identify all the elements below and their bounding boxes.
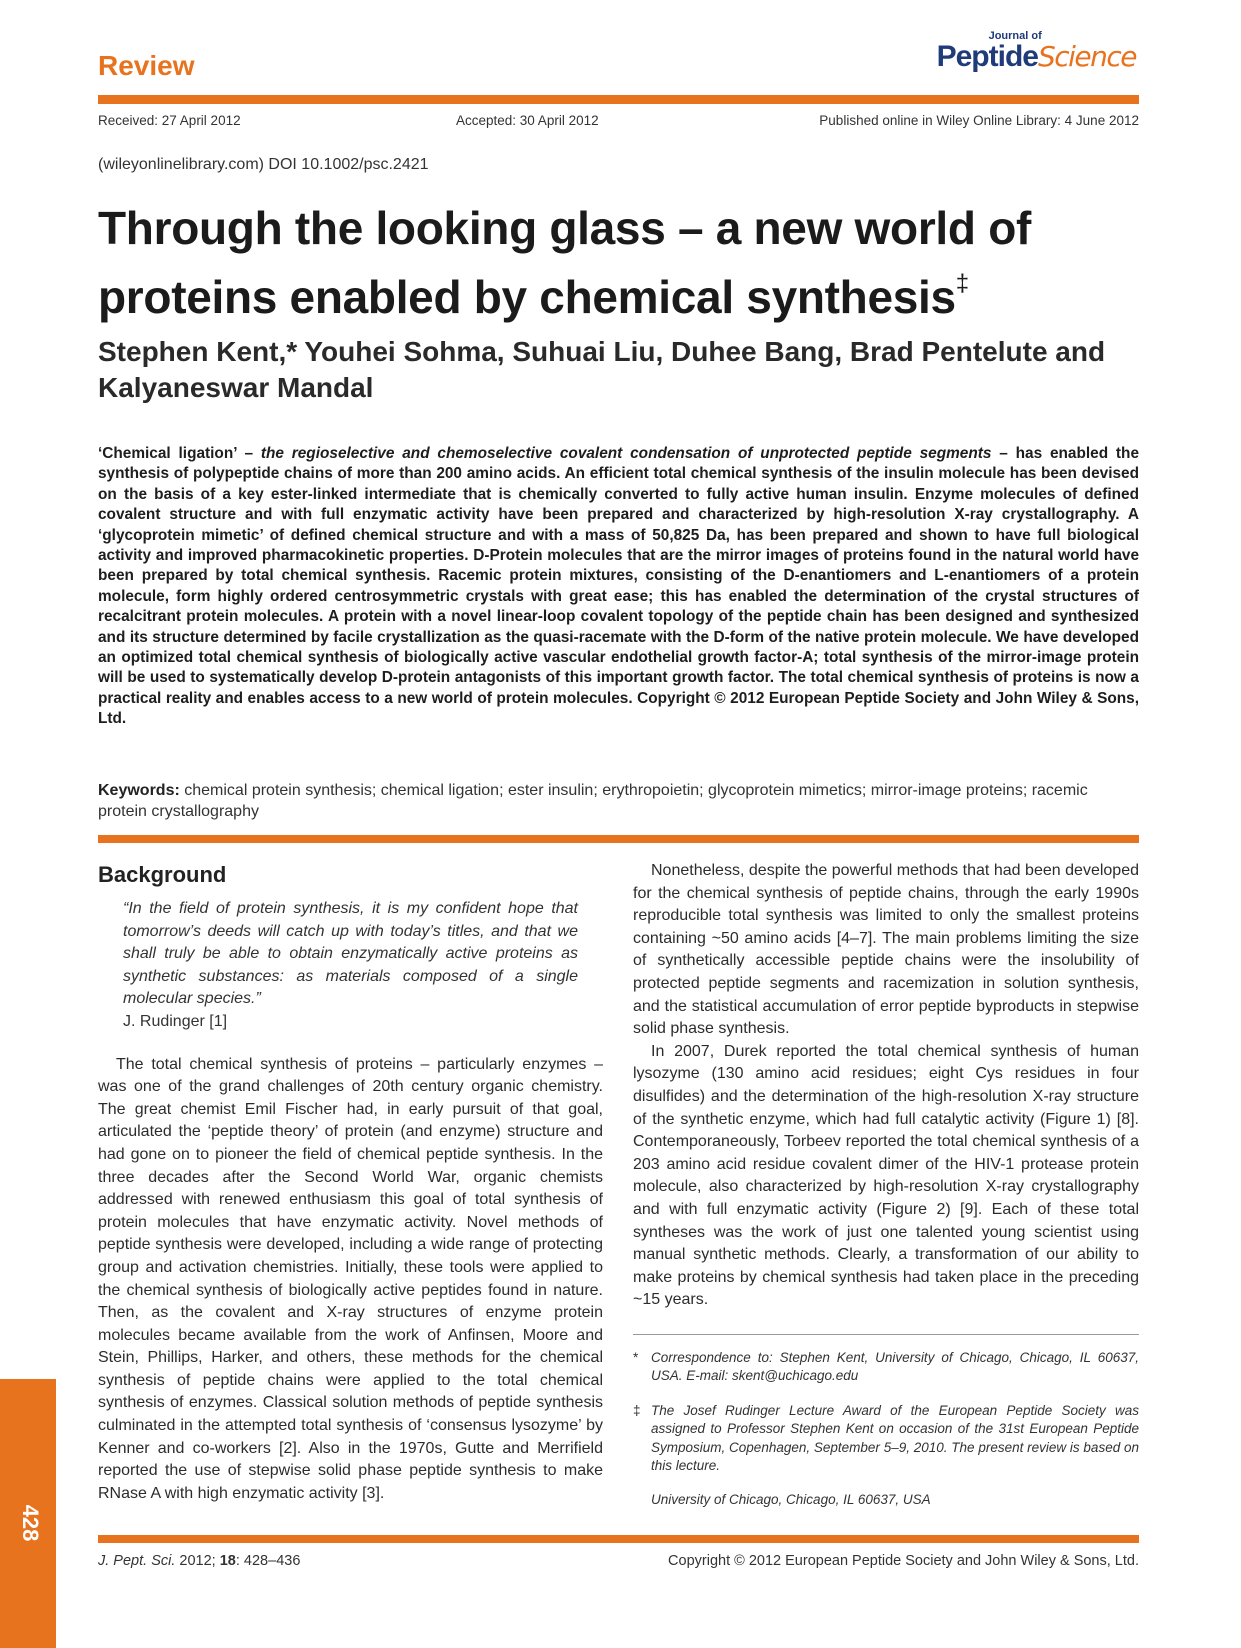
- citation-volume: 18: [219, 1553, 236, 1569]
- right-column: [633, 860, 1139, 1507]
- affiliation: University of Chicago, Chicago, IL 60637, USA: [651, 1491, 931, 1507]
- section-rule: [98, 835, 1139, 843]
- abstract-body: – has enabled the synthesis of polypeptide chains of more than 200 amino acids. An efficient total chemical synthesis of the insulin molecule has been devised on the basis of a key ester-linked intermediate that is chemically converted to fully active human insulin. Enzyme molecules of defined covalent structure and with full enzymatic activity have been prepared and characterized by high-resolution X-ray crystallography. A ‘glycoprotein mimetic’ of defined chemical structure and with a mass of 50,825 Da, has been prepared and shown to have full biological activity and improved pharmacokinetic properties. D-Protein molecules that are the mirror images of proteins found in the natural world have been prepared by total chemical synthesis. Racemic protein mixtures, consisting of the D-enantiomers and L-enantiomers of a protein molecule, form highly ordered centrosymmetric crystals with great ease; this has enabled the determination of the crystal structures of recalcitrant protein molecules. A protein with a novel linear-loop covalent topology of the peptide chain has been designed and synthesized and its structure determined by facile crystallization as the quasi-racemate with the D-form of the native protein molecule. We have developed an optimized total chemical synthesis of biologically active vascular endothelial growth factor-A; total synthesis of the mirror-image protein will be used to systematically develop D-protein antagonists of this important growth factor. The total chemical synthesis of proteins is now a practical reality and enables access to a new world of protein molecules. Copyright © 2012 European Peptide Society and John Wiley & Sons, Ltd.: [98, 445, 1140, 728]
- left-column: [98, 860, 603, 1505]
- citation-footer: [98, 1553, 300, 1569]
- bottom-rule: [98, 1535, 1139, 1543]
- journal-name-peptide: Peptide: [936, 40, 1038, 73]
- body-paragraph-3: In 2007, Durek reported the total chemical synthesis of human lysozyme (130 amino acid residues; eight Cys residues in four disulfides) and the determination of the high-resolution X-ray structure of the synthetic enzyme, which had full catalytic activity (Figure 1) [8]. Contemporaneously, Torbeev reported the total chemical synthesis of a 203 amino acid residue covalent dimer of the HIV-1 protease protein molecule, also characterized by high-resolution X-ray crystallography and with full enzymatic activity (Figure 2) [9]. Each of these total syntheses was the work of just one talented young scientist using manual synthetic methods. Clearly, a transformation of our ability to make proteins by chemical synthesis had taken place in the preceding ~15 years.: [633, 1042, 1139, 1309]
- article-title-text: Through the looking glass – a new world of proteins enabled by chemical synthesis: [98, 202, 1032, 323]
- published-date: Published online in Wiley Online Library: 4 June 2012: [819, 113, 1139, 128]
- footnote-rule: [633, 1334, 1139, 1335]
- body-paragraph-1: The total chemical synthesis of proteins – particularly enzymes – was one of the grand challenges of 20th century organic chemistry. The great chemist Emil Fischer had, in early pursuit of that goal, articulated the ‘peptide theory’ of protein (and enzyme) structure and had gone on to pioneer the field of chemical peptide synthesis. In the three decades after the Second World War, organic chemists addressed with renewed enthusiasm this goal of total synthesis of protein molecules that have enzymatic activity. Novel methods of peptide synthesis were developed, including a wide range of protecting group and activation chemistries. Initially, these tools were applied to the chemical synthesis of biologically active peptides found in nature. Then, as the covalent and X-ray structures of enzyme protein molecules became available from the work of Anfinsen, Moore and Stein, Phillips, Harker, and others, these methods for the chemical synthesis of peptide chains were applied to the total chemical synthesis of enzymes. Classical solution methods of peptide synthesis culminated in the attempted total synthesis of ‘consensus lysozyme’ by Kenner and co-workers [2]. Also in the 1970s, Gutte and Merrifield reported the use of stepwise solid phase peptide synthesis to make RNase A with high enzymatic activity [3].: [98, 1055, 603, 1502]
- body-paragraph-2: Nonetheless, despite the powerful methods that had been developed for the chemical synthesis of peptide chains, through the early 1990s reproducible total synthesis was limited to only the smallest proteins containing ~50 amino acids [4–7]. The main problems limiting the size of synthetically accessible peptide chains were the insolubility of protected peptide segments and racemization in solution synthesis, and the statistical accumulation of error peptide byproducts in stepwise solid phase synthesis.: [633, 862, 1139, 1038]
- footnote-mark-asterisk: *: [633, 1349, 639, 1365]
- journal-name-science: Science: [1037, 40, 1136, 73]
- keywords-label: Keywords:: [98, 782, 180, 799]
- abstract: [98, 444, 1139, 730]
- journal-name: [937, 42, 1136, 72]
- section-label: Review: [98, 50, 195, 81]
- abstract-italic: the regioselective and chemoselective covalent condensation of unprotected peptide segments: [260, 445, 992, 462]
- footnote-correspondence-text: Correspondence to: Stephen Kent, University of Chicago, Chicago, IL 60637, USA. E-mail: skent@uchicago.edu: [651, 1349, 1139, 1384]
- journal-of-label: Journal of: [988, 30, 1042, 42]
- doi-line[interactable]: (wileyonlinelibrary.com) DOI 10.1002/psc.2421: [98, 156, 429, 173]
- footnote-lecture-text: The Josef Rudinger Lecture Award of the European Peptide Society was assigned to Professor Stephen Kent on occasion of the 31st European Peptide Symposium, Copenhagen, September 5–9, 2010. The present review is based on this lecture.: [651, 1402, 1139, 1474]
- epigraph-attribution: J. Rudinger [1]: [123, 1012, 228, 1030]
- page-number: 428: [18, 1504, 43, 1542]
- footnote-mark-dagger: ‡: [633, 1402, 641, 1418]
- title-footnote-mark[interactable]: ‡: [955, 270, 969, 297]
- background-heading: Background: [98, 862, 227, 887]
- received-date: Received: 27 April 2012: [98, 113, 241, 128]
- accepted-date: Accepted: 30 April 2012: [456, 113, 599, 128]
- top-rule: [98, 95, 1139, 104]
- journal-logo: [937, 30, 1136, 72]
- author-list: Stephen Kent,* Youhei Sohma, Suhuai Liu, Duhee Bang, Brad Pentelute and Kalyaneswar Mandal: [98, 336, 1106, 403]
- article-title: [98, 200, 1148, 325]
- keywords-list: chemical protein synthesis; chemical ligation; ester insulin; erythropoietin; glycoprotein mimetics; mirror-image proteins; racemic protein crystallography: [98, 782, 1088, 820]
- journal-abbrev: J. Pept. Sci.: [98, 1553, 176, 1569]
- keywords: [98, 780, 1139, 822]
- epigraph-quote: “In the field of protein synthesis, it is my confident hope that tomorrow’s deeds will catch up with today’s titles, and that we shall truly be able to obtain enzymatically active proteins as synthetic substances: as materials composed of a single molecular species.”: [123, 900, 578, 1008]
- footnote-correspondence: [633, 1349, 1139, 1386]
- copyright-footer: Copyright © 2012 European Peptide Society and John Wiley & Sons, Ltd.: [668, 1553, 1139, 1569]
- footnote-lecture: [633, 1402, 1139, 1476]
- citation-year: 2012;: [179, 1553, 216, 1569]
- abstract-lead: ‘Chemical ligation’ –: [98, 445, 254, 462]
- citation-pages: : 428–436: [235, 1553, 301, 1569]
